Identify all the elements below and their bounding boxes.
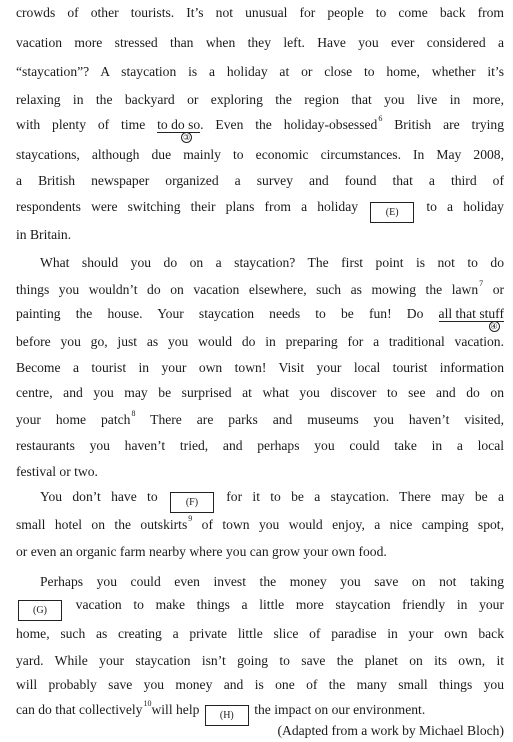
answer-blank-h[interactable]: (H): [205, 705, 249, 726]
passage-line: [40, 488, 504, 513]
line-text: of town you would enjoy, a nice camping spot,: [201, 517, 504, 532]
line-text: things you wouldn’t do on vacation elsewhere, such as mowing the lawn: [16, 282, 479, 297]
underlined-phrase-4: [438, 306, 504, 331]
passage-line: [16, 198, 504, 223]
passage-line: [16, 305, 504, 331]
line-text: vacation to make things a little more staycation friendly in your: [75, 597, 504, 612]
line-text: respondents were switching their plans from a holiday: [16, 199, 359, 214]
passage-line: in Britain.: [16, 227, 72, 242]
passage-line: will probably save you money and is one of the many small things you: [16, 677, 504, 692]
passage-line: staycations, although due mainly to economic circumstances. In May 2008,: [16, 147, 504, 162]
passage-line: What should you do on a staycation? The first point is not to do: [40, 255, 504, 270]
line-text: the impact on our environment.: [254, 702, 426, 717]
passage-line: vacation more stressed than when they left. Have you ever considered a: [16, 35, 504, 50]
passage-line: festival or two.: [16, 464, 98, 479]
passage-line: [16, 114, 505, 142]
underlined-phrase-3: [157, 117, 201, 142]
answer-blank-g[interactable]: (G): [18, 600, 62, 621]
line-text: to a holiday: [426, 199, 504, 214]
source-credit: (Adapted from a work by Michael Bloch): [277, 723, 504, 738]
line-text: can do that collectively: [16, 702, 143, 717]
circled-number-3: ③: [183, 133, 191, 142]
line-text: will help: [151, 702, 200, 717]
passage-line: restaurants you haven’t tried, and perhaps you could take in a local: [16, 438, 504, 453]
passage-line: centre, and you may be surprised at what you discover to see and do on: [16, 385, 504, 400]
answer-blank-e[interactable]: (E): [370, 202, 414, 223]
passage-line: [16, 281, 504, 301]
passage-line: relaxing in the backyard or exploring the region that you live in more,: [16, 92, 504, 107]
passage-line: Perhaps you could even invest the money you save on not taking: [40, 574, 504, 589]
passage-line: “staycation”? A staycation is a holiday at or close to home, whether it’s: [16, 64, 504, 79]
passage-line: before you go, just as you would do in preparing for a traditional vacation.: [16, 334, 504, 349]
passage-line: yard. While your staycation isn’t going to save the planet on its own, it: [16, 653, 504, 668]
footnote-marker: 10: [143, 699, 152, 708]
footnote-marker: 9: [188, 514, 193, 523]
passage-line: home, such as creating a private little slice of paradise in your own back: [16, 626, 504, 641]
passage-line: [16, 596, 504, 621]
line-text: your home patch: [16, 412, 131, 427]
line-text: for it to be a staycation. There may be a: [226, 489, 505, 504]
footnote-marker: 8: [131, 409, 136, 418]
line-text: with plenty of time: [16, 117, 146, 132]
line-text: or: [492, 282, 505, 297]
passage-line: or even an organic farm nearby where you can grow your own food.: [16, 544, 387, 559]
footnote-marker: 7: [479, 279, 484, 288]
line-text: small hotel on the outskirts: [16, 517, 188, 532]
passage-line: [16, 516, 504, 536]
underlined-text: all that stuff: [438, 306, 504, 321]
footnote-marker: 6: [378, 114, 383, 123]
passage-line: crowds of other tourists. It’s not unusual for people to come back from: [16, 5, 504, 20]
passage-line: [16, 411, 504, 431]
passage-line: a British newspaper organized a survey and found that a third of: [16, 173, 504, 188]
line-text: . Even the holiday-obsessed: [200, 117, 378, 132]
line-text: British are trying: [394, 117, 505, 132]
underlined-text: to do so: [157, 117, 201, 132]
line-text: painting the house. Your staycation needs to be fun! Do: [16, 306, 424, 321]
answer-blank-f[interactable]: (F): [170, 492, 214, 513]
line-text: You don’t have to: [40, 489, 158, 504]
line-text: There are parks and museums you haven’t visited,: [150, 412, 504, 427]
passage-line: Become a tourist in your own town! Visit your local tourist information: [16, 360, 504, 375]
circled-number-4: ④: [490, 322, 498, 331]
